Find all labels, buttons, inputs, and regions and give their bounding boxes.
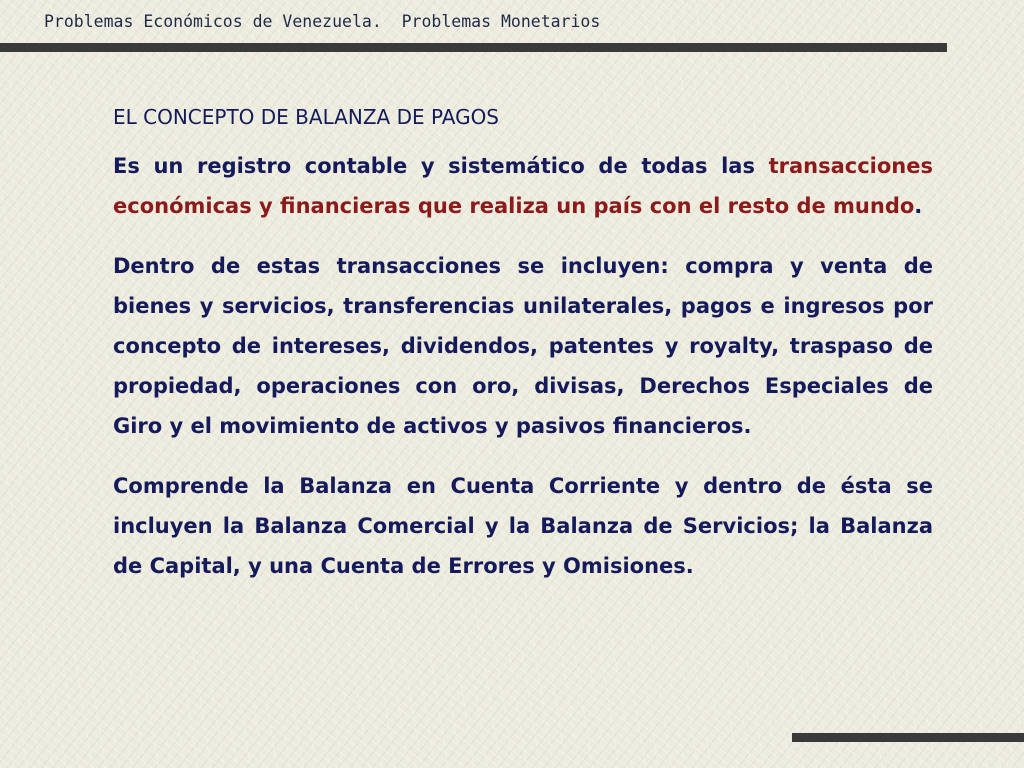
paragraph-definition [113, 146, 933, 226]
slide-content [113, 104, 933, 606]
definition-text-start: Es un registro contable y sistemático de todas las [113, 154, 769, 178]
header-divider [0, 43, 947, 52]
slide-heading: EL CONCEPTO DE BALANZA DE PAGOS [113, 105, 500, 129]
paragraph-components: Comprende la Balanza en Cuenta Corriente y dentro de ésta se incluyen la Balanza Comercial y la Balanza de Servicios; la Balanza de Capital, y una Cuenta de Errores y Omisiones. [113, 474, 933, 578]
header-title: Problemas Económicos de Venezuela. Problemas Monetarios [44, 12, 601, 31]
definition-highlight: transacciones económicas y financieras que realiza un país con el resto de mundo [113, 154, 933, 218]
footer-divider [792, 733, 1024, 742]
paragraph-transactions: Dentro de estas transacciones se incluyen: compra y venta de bienes y servicios, transferencias unilaterales, pagos e ingresos por concepto de intereses, dividendos, patentes y royalty, traspaso de propiedad, operaciones con oro, divisas, Derechos Especiales de Giro y el movimiento de activos y pasivos financieros. [113, 254, 933, 438]
definition-text-end: . [914, 194, 923, 218]
